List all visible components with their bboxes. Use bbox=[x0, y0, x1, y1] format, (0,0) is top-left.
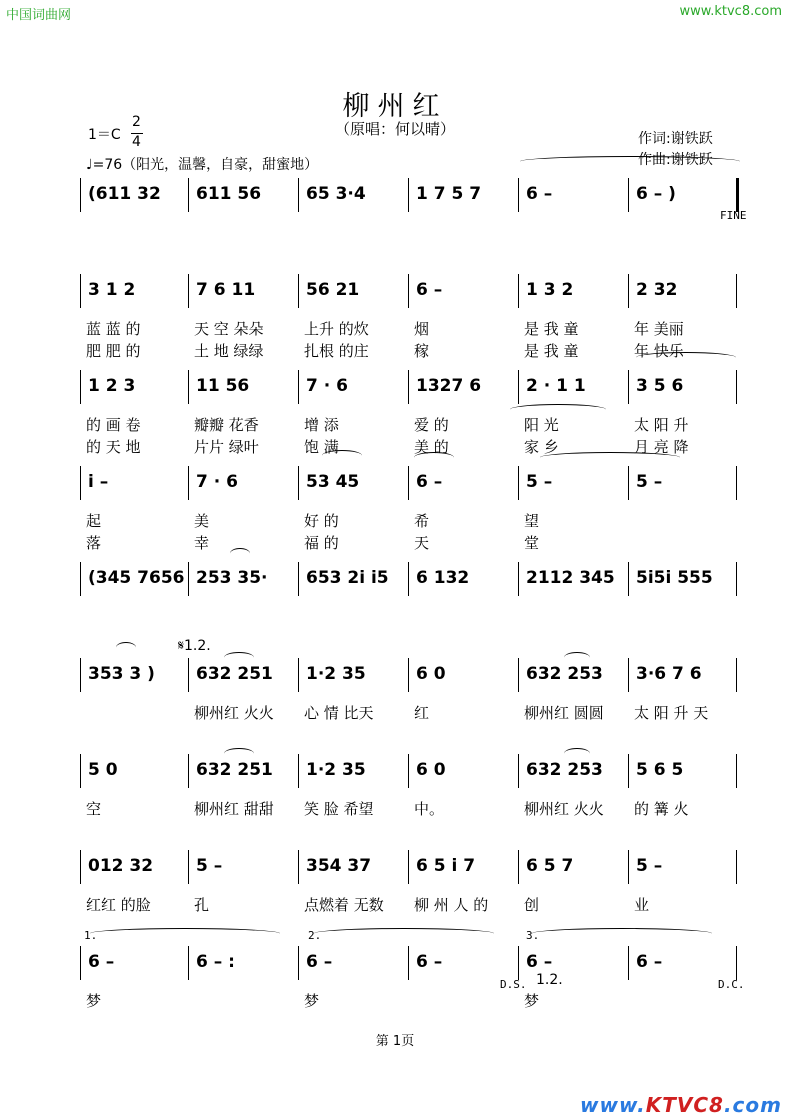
measure-notes: 1 7 5 7 bbox=[416, 184, 482, 204]
measure-notes: 5 0 bbox=[88, 760, 118, 780]
bar-line bbox=[298, 466, 299, 500]
bar-line bbox=[408, 274, 409, 308]
ending-2-mark: 2. bbox=[308, 929, 322, 942]
bar-line bbox=[736, 274, 737, 308]
bar-line bbox=[736, 178, 739, 212]
bar-line bbox=[188, 562, 189, 596]
lyric-text: 柳州红 甜甜 bbox=[194, 800, 274, 818]
bar-line bbox=[518, 562, 519, 596]
lyric-text: 烟 bbox=[414, 320, 430, 338]
bar-line bbox=[80, 562, 81, 596]
bar-line bbox=[736, 658, 737, 692]
bar-line bbox=[298, 946, 299, 980]
lyric-text: 心 情 比天 bbox=[304, 704, 374, 722]
measure-notes: 2112 345 bbox=[526, 568, 615, 588]
measure-notes: 6 0 bbox=[416, 664, 446, 684]
measure-notes: 632 251 bbox=[196, 664, 273, 684]
lyric-text: 笑 脸 希望 bbox=[304, 800, 374, 818]
lyric-text: 美 bbox=[194, 512, 210, 530]
bar-line bbox=[736, 754, 737, 788]
measure-notes: 6 5 7 bbox=[526, 856, 574, 876]
slur bbox=[90, 928, 280, 939]
watermark-prefix: www. bbox=[579, 1093, 646, 1117]
lyric-text: 扎根 的庄 bbox=[304, 342, 369, 360]
lyric-text: 是 我 童 bbox=[524, 320, 579, 338]
bar-line bbox=[188, 754, 189, 788]
lyric-text: 的 画 卷 bbox=[86, 416, 141, 434]
bar-line bbox=[628, 466, 629, 500]
lyric-text: 业 bbox=[634, 896, 650, 914]
measure-notes: 5 – bbox=[196, 856, 223, 876]
lyric-text: 瓣瓣 花香 bbox=[194, 416, 259, 434]
lyric-text: 望 bbox=[524, 512, 540, 530]
lyric-text: 爱 的 bbox=[414, 416, 449, 434]
slur bbox=[224, 748, 254, 759]
measure-notes: 5 – bbox=[526, 472, 553, 492]
bar-line bbox=[628, 754, 629, 788]
time-signature-bottom: 4 bbox=[132, 134, 141, 150]
measure-notes: 6 – ) bbox=[636, 184, 676, 204]
measure-notes: 012 32 bbox=[88, 856, 154, 876]
lyric-text: 家 乡 bbox=[524, 438, 559, 456]
bar-line bbox=[518, 178, 519, 212]
lyric-text: 堂 bbox=[524, 534, 540, 552]
measure-notes: 6 – bbox=[416, 472, 443, 492]
watermark-brand: KTVC8 bbox=[645, 1093, 724, 1117]
bar-line bbox=[188, 466, 189, 500]
lyricist: 作词:谢铁跃 bbox=[638, 131, 713, 147]
lyric-text: 点燃着 无数 bbox=[304, 896, 384, 914]
lyric-text: 蓝 蓝 的 bbox=[86, 320, 141, 338]
bar-line bbox=[408, 370, 409, 404]
bar-line bbox=[408, 946, 409, 980]
song-title: 柳州红 bbox=[342, 91, 448, 122]
bar-line bbox=[628, 178, 629, 212]
lyric-text: 孔 bbox=[194, 896, 210, 914]
bar-line bbox=[80, 274, 81, 308]
measure-notes: 1·2 35 bbox=[306, 664, 366, 684]
bar-line bbox=[518, 754, 519, 788]
bar-line bbox=[80, 850, 81, 884]
bar-line bbox=[80, 754, 81, 788]
measure-notes: 6 – : bbox=[196, 952, 235, 972]
measure-notes: 6 – bbox=[306, 952, 333, 972]
bar-line bbox=[736, 946, 737, 980]
measure-notes: (611 32 bbox=[88, 184, 161, 204]
measure-notes: 7 6 11 bbox=[196, 280, 256, 300]
bar-line bbox=[518, 466, 519, 500]
measure-notes: 6 5 i 7 bbox=[416, 856, 476, 876]
lyric-text: 肥 肥 的 bbox=[86, 342, 141, 360]
bar-line bbox=[80, 178, 81, 212]
measure-notes: 3 5 6 bbox=[636, 376, 684, 396]
measure-notes: 1 3 2 bbox=[526, 280, 574, 300]
lyric-text: 的 篝 火 bbox=[634, 800, 689, 818]
lyric-text: 落 bbox=[86, 534, 102, 552]
measure-notes: 6 0 bbox=[416, 760, 446, 780]
lyric-text: 梦 bbox=[304, 992, 320, 1010]
watermark-suffix: .com bbox=[723, 1093, 782, 1117]
measure-notes: 5 – bbox=[636, 472, 663, 492]
bar-line bbox=[188, 274, 189, 308]
measure-notes: 53 45 bbox=[306, 472, 360, 492]
lyric-text: 太 阳 升 bbox=[634, 416, 689, 434]
lyric-text: 好 的 bbox=[304, 512, 339, 530]
slur bbox=[224, 652, 254, 663]
slur bbox=[116, 642, 136, 653]
bar-line bbox=[80, 946, 81, 980]
bar-line bbox=[518, 658, 519, 692]
bar-line bbox=[518, 850, 519, 884]
lyric-text: 的 天 地 bbox=[86, 438, 141, 456]
ds-mark: D.S. bbox=[500, 978, 527, 991]
slur bbox=[636, 352, 736, 363]
bar-line bbox=[408, 562, 409, 596]
measure-notes: 1·2 35 bbox=[306, 760, 366, 780]
measure-notes: (345 7656 bbox=[88, 568, 185, 588]
bar-line bbox=[188, 658, 189, 692]
site-url-right[interactable]: www.ktvc8.com bbox=[679, 4, 782, 19]
ds-endings: 1.2. bbox=[536, 972, 563, 988]
lyric-text: 片片 绿叶 bbox=[194, 438, 259, 456]
composer: 作曲:谢铁跃 bbox=[638, 152, 713, 168]
lyric-text: 红红 的脸 bbox=[86, 896, 151, 914]
measure-notes: 1327 6 bbox=[416, 376, 482, 396]
bar-line bbox=[408, 850, 409, 884]
slur bbox=[414, 452, 454, 463]
measure-notes: 3 1 2 bbox=[88, 280, 136, 300]
measure-notes: 632 251 bbox=[196, 760, 273, 780]
ending-1-mark: 1. bbox=[84, 929, 98, 942]
lyric-text: 太 阳 升 天 bbox=[634, 704, 709, 722]
lyric-text: 柳州红 火火 bbox=[194, 704, 274, 722]
bar-line bbox=[298, 178, 299, 212]
measure-notes: i – bbox=[88, 472, 109, 492]
site-name-left: 中国词曲网 bbox=[6, 8, 72, 23]
measure-notes: 653 2i i5 bbox=[306, 568, 389, 588]
time-signature-top: 2 bbox=[132, 114, 141, 130]
bar-line bbox=[518, 274, 519, 308]
measure-notes: 2 32 bbox=[636, 280, 678, 300]
measure-notes: 7 · 6 bbox=[306, 376, 348, 396]
bar-line bbox=[628, 946, 629, 980]
measure-notes: 6 132 bbox=[416, 568, 470, 588]
measure-notes: 354 37 bbox=[306, 856, 372, 876]
measure-notes: 6 – bbox=[416, 952, 443, 972]
measure-notes: 1 2 3 bbox=[88, 376, 136, 396]
song-subtitle: （原唱：何以晴） bbox=[334, 120, 455, 138]
measure-notes: 65 3·4 bbox=[306, 184, 366, 204]
measure-notes: 2 · 1 1 bbox=[526, 376, 586, 396]
fine-mark: FINE bbox=[720, 209, 747, 222]
bar-line bbox=[628, 658, 629, 692]
key-signature: 1＝C bbox=[88, 127, 121, 143]
measure-notes: 5 6 5 bbox=[636, 760, 684, 780]
bar-line bbox=[518, 370, 519, 404]
bar-line bbox=[80, 658, 81, 692]
lyric-text: 空 bbox=[86, 800, 102, 818]
lyric-text: 创 bbox=[524, 896, 540, 914]
bar-line bbox=[408, 466, 409, 500]
measure-notes: 6 – bbox=[636, 952, 663, 972]
slur bbox=[230, 548, 250, 559]
lyric-text: 上升 的炊 bbox=[304, 320, 369, 338]
lyric-text: 年 快乐 bbox=[634, 342, 684, 360]
lyric-text: 柳 州 人 的 bbox=[414, 896, 489, 914]
measure-notes: 56 21 bbox=[306, 280, 360, 300]
bar-line bbox=[736, 466, 737, 500]
measure-notes: 6 – bbox=[526, 184, 553, 204]
lyric-text: 增 添 bbox=[304, 416, 339, 434]
measure-notes: 253 35· bbox=[196, 568, 268, 588]
bar-line bbox=[628, 274, 629, 308]
lyric-text: 美 的 bbox=[414, 438, 449, 456]
dc-mark: D.C. bbox=[718, 978, 745, 991]
slur bbox=[314, 928, 494, 939]
measure-notes: 11 56 bbox=[196, 376, 250, 396]
measure-notes: 6 – bbox=[416, 280, 443, 300]
lyric-text: 是 我 童 bbox=[524, 342, 579, 360]
bar-line bbox=[188, 946, 189, 980]
segno-mark: 𝄋1.2. bbox=[178, 638, 211, 654]
watermark bbox=[580, 1093, 782, 1117]
slur bbox=[564, 652, 590, 663]
bar-line bbox=[298, 850, 299, 884]
bar-line bbox=[298, 370, 299, 404]
slur bbox=[510, 404, 606, 415]
measure-notes: 611 56 bbox=[196, 184, 262, 204]
bar-line bbox=[188, 178, 189, 212]
lyric-text: 天 空 朵朵 bbox=[194, 320, 264, 338]
page-number: 第 1页 bbox=[375, 1034, 415, 1049]
tempo-marking: ♩=76（阳光，温馨，自豪，甜蜜地） bbox=[86, 157, 319, 173]
bar-line bbox=[298, 658, 299, 692]
measure-notes: 6 – bbox=[526, 952, 553, 972]
lyric-text: 希 bbox=[414, 512, 430, 530]
lyric-text: 饱 满 bbox=[304, 438, 339, 456]
lyric-text: 梦 bbox=[524, 992, 540, 1010]
lyric-text: 阳 光 bbox=[524, 416, 559, 434]
measure-notes: 5i5i 555 bbox=[636, 568, 713, 588]
bar-line bbox=[80, 370, 81, 404]
bar-line bbox=[736, 850, 737, 884]
slur bbox=[564, 748, 590, 759]
lyric-text: 稼 bbox=[414, 342, 430, 360]
measure-notes: 7 · 6 bbox=[196, 472, 238, 492]
lyric-text: 天 bbox=[414, 534, 430, 552]
bar-line bbox=[628, 562, 629, 596]
lyric-text: 福 的 bbox=[304, 534, 339, 552]
lyric-text: 年 美丽 bbox=[634, 320, 684, 338]
lyric-text: 红 bbox=[414, 704, 430, 722]
bar-line bbox=[408, 178, 409, 212]
measure-notes: 5 – bbox=[636, 856, 663, 876]
bar-line bbox=[298, 754, 299, 788]
slur bbox=[520, 156, 740, 167]
lyric-text: 幸 bbox=[194, 534, 210, 552]
lyric-text: 中。 bbox=[414, 800, 445, 818]
measure-notes: 632 253 bbox=[526, 760, 603, 780]
bar-line bbox=[736, 562, 737, 596]
lyric-text: 月 亮 降 bbox=[634, 438, 689, 456]
measure-notes: 632 253 bbox=[526, 664, 603, 684]
bar-line bbox=[628, 370, 629, 404]
measure-notes: 3·6 7 6 bbox=[636, 664, 702, 684]
lyric-text: 起 bbox=[86, 512, 102, 530]
lyric-text: 土 地 绿绿 bbox=[194, 342, 264, 360]
bar-line bbox=[518, 946, 519, 980]
measure-notes: 6 – bbox=[88, 952, 115, 972]
bar-line bbox=[188, 850, 189, 884]
slur bbox=[532, 928, 712, 939]
bar-line bbox=[408, 754, 409, 788]
bar-line bbox=[408, 658, 409, 692]
slur bbox=[322, 450, 362, 461]
lyric-text: 梦 bbox=[86, 992, 102, 1010]
slur bbox=[540, 452, 680, 463]
bar-line bbox=[80, 466, 81, 500]
bar-line bbox=[736, 370, 737, 404]
bar-line bbox=[188, 370, 189, 404]
bar-line bbox=[298, 274, 299, 308]
bar-line bbox=[628, 850, 629, 884]
measure-notes: 353 3 ) bbox=[88, 664, 155, 684]
lyric-text: 柳州红 圆圆 bbox=[524, 704, 604, 722]
bar-line bbox=[298, 562, 299, 596]
lyric-text: 柳州红 火火 bbox=[524, 800, 604, 818]
ending-3-mark: 3. bbox=[526, 929, 540, 942]
